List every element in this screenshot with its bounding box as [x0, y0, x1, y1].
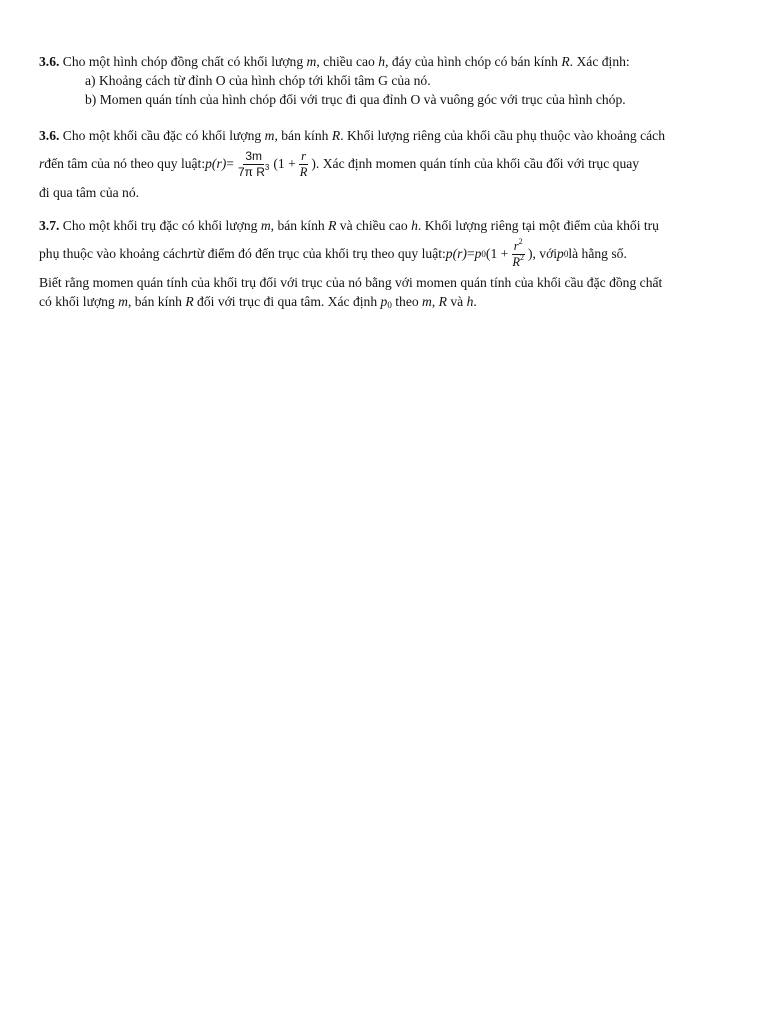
var-m: m [260, 218, 271, 233]
text: phụ thuộc vào khoảng cách [39, 246, 188, 261]
fraction-r-over-R [298, 150, 310, 179]
exponent: 3 [264, 162, 270, 172]
var-p0: p [474, 246, 482, 261]
problem-number: 3.7. [39, 218, 60, 233]
var-r: r [187, 246, 194, 261]
spacer [39, 109, 733, 126]
equals-sign: = [226, 156, 234, 171]
text: và chiều cao [336, 218, 412, 233]
denominator-base: R [512, 254, 520, 269]
var-p0: p [380, 294, 388, 309]
text: . Khối lượng riêng tại một điểm của khối trụ [417, 218, 659, 233]
problem-cylinder-line-2: phụ thuộc vào khoảng cách r từ điểm đó đến trục của khối trụ theo quy luật: p(r) = p 0 (1 + $\frac{r^2}{R^2}$ ) , với p 0 là hằng số. [39, 235, 733, 273]
var-m: m [306, 54, 317, 69]
var-R: R [331, 128, 341, 143]
text: . Xác định: [569, 54, 630, 69]
spacer [39, 202, 733, 216]
var-h: h [466, 294, 474, 309]
text: . Khối lượng riêng của khối cầu phụ thuộc vào khoảng cách [340, 128, 665, 143]
problem-number: 3.6. [39, 128, 60, 143]
text: , bán kính [127, 294, 186, 309]
text: , với [532, 246, 558, 261]
open-paren: (1 + [485, 246, 509, 261]
exponent: 2 [519, 252, 524, 262]
problem-pyramid-statement [39, 52, 733, 71]
var-m: m [422, 294, 432, 309]
text: Cho một hình chóp đồng chất có khối lượng [59, 54, 307, 69]
problem-cylinder-line-1 [39, 216, 733, 235]
fraction-numerator: 3m [245, 148, 262, 163]
text: , bán kính [274, 128, 332, 143]
document-page [39, 52, 733, 311]
close-paren: ) [311, 156, 316, 171]
var-r: r [39, 156, 45, 171]
problem-cylinder [39, 216, 733, 311]
text: , [431, 294, 439, 309]
exponent: 2 [518, 236, 523, 246]
var-m: m [118, 294, 128, 309]
var-h: h [378, 54, 386, 69]
text: từ điểm đó đến trục của khối trụ theo quy luật: [193, 246, 446, 261]
problem-number: 3.6. [39, 54, 60, 69]
problem-pyramid-item-b: b) Momen quán tính của hình chóp đối với trục đi qua đỉnh O và vuông góc với trục của hình chóp. [85, 92, 626, 107]
var-R: R [185, 294, 194, 309]
text: . [473, 294, 477, 309]
density-function: p(r) [205, 156, 227, 171]
text: đến tâm của nó theo quy luật: [44, 156, 206, 171]
fraction-numerator: r [301, 148, 306, 163]
numerator-base: r [513, 238, 519, 253]
problem-sphere-line-1 [39, 126, 733, 145]
density-function: p(r) [445, 246, 467, 261]
problem-sphere [39, 126, 733, 202]
var-h: h [411, 218, 418, 233]
problem-cylinder-line-3: Biết rằng momen quán tính của khối trụ đối với trục của nó bằng với momen quán tính của khối cầu đặc đồng chất [39, 275, 663, 290]
problem-pyramid-item-a: a) Khoảng cách từ đỉnh O của hình chóp tới khối tâm G của nó. [85, 73, 431, 88]
equals-sign: = [466, 246, 475, 261]
problem-sphere-line-2 [39, 145, 733, 183]
text: . Xác định momen quán tính của khối cầu đối với trục quay [315, 156, 640, 171]
text: theo [391, 294, 423, 309]
denominator-base: 7π R [237, 164, 265, 179]
problem-sphere-line-3: đi qua tâm của nó. [39, 185, 140, 200]
subscript: 0 [387, 300, 392, 310]
text: đối với trục đi qua tâm. Xác định [193, 294, 381, 309]
var-p0: p [557, 246, 564, 261]
open-paren: (1 + [273, 156, 296, 171]
var-R: R [561, 54, 570, 69]
text: và [446, 294, 467, 309]
close-paren: ) [527, 246, 533, 261]
var-m: m [264, 128, 275, 143]
text: Cho một khối cầu đặc có khối lượng [59, 128, 265, 143]
fraction-3m-over-7piR3 [236, 150, 271, 179]
var-R: R [328, 218, 337, 233]
fraction-denominator [510, 252, 526, 269]
text: , đáy của hình chóp có bán kính [385, 54, 562, 69]
text: là hằng số. [568, 246, 627, 261]
text: , chiều cao [316, 54, 379, 69]
text: có khối lượng [39, 294, 119, 309]
problem-pyramid [39, 52, 733, 109]
text: Cho một khối trụ đặc có khối lượng [59, 218, 261, 233]
text: , bán kính [270, 218, 329, 233]
fraction-r2-over-R2 [510, 236, 526, 269]
var-R: R [438, 294, 447, 309]
fraction-denominator: R [299, 164, 308, 179]
problem-cylinder-line-4 [39, 292, 733, 311]
fraction-denominator [236, 162, 271, 179]
